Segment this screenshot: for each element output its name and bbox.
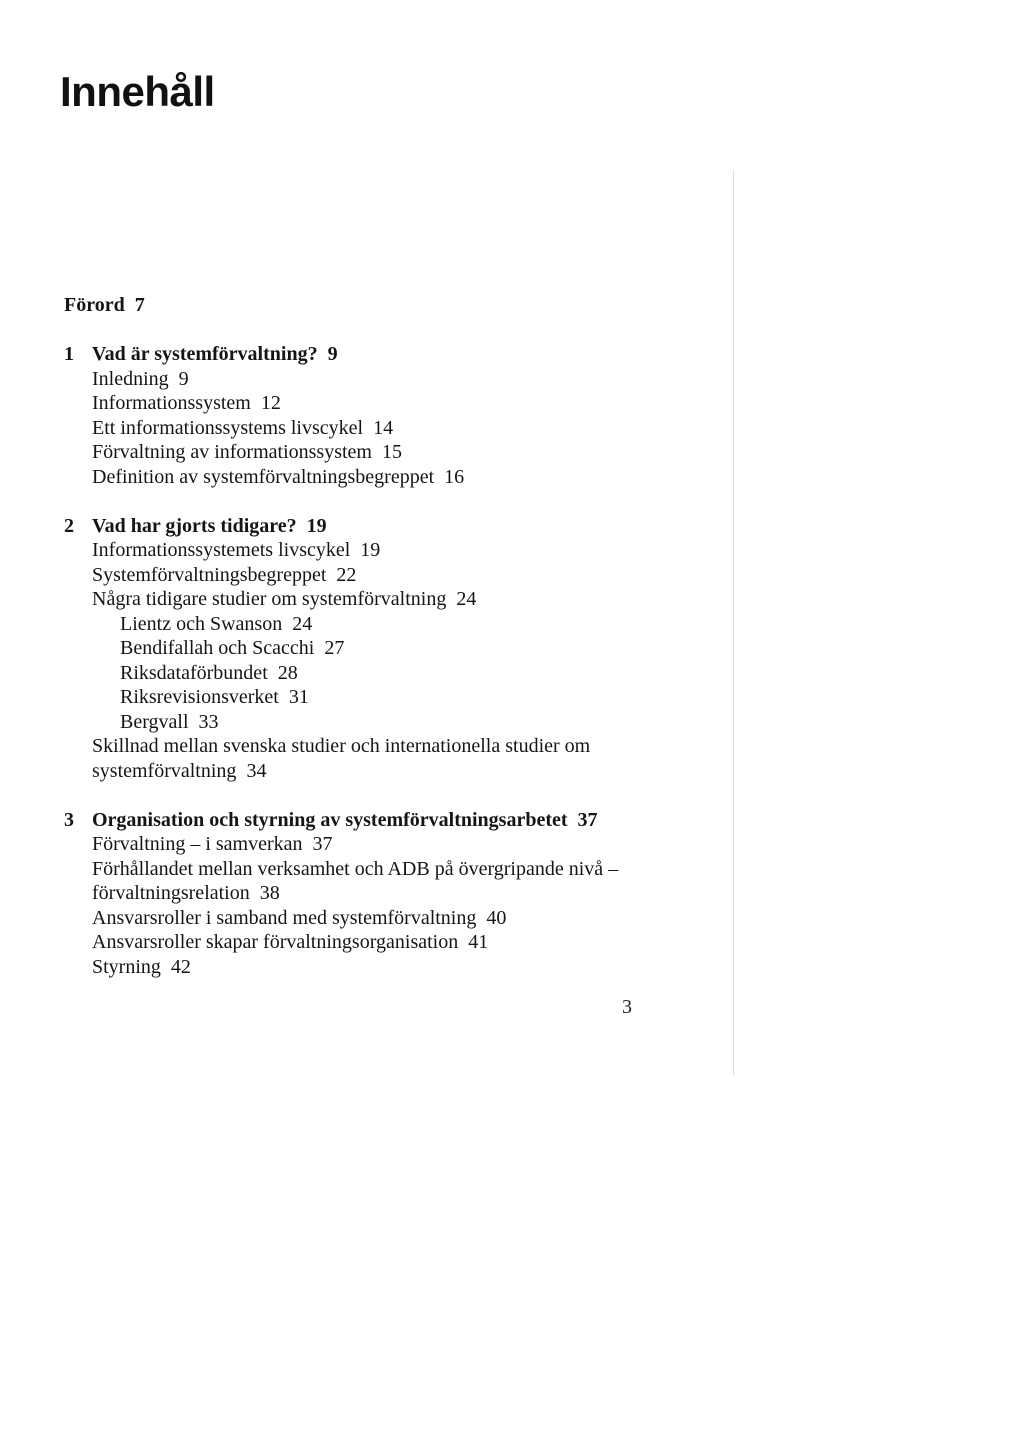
toc-section bbox=[64, 857, 670, 906]
section-page: 14 bbox=[373, 416, 394, 439]
section-page: 37 bbox=[312, 833, 333, 855]
chapter-number: 1 bbox=[64, 343, 74, 365]
toc-section bbox=[64, 391, 704, 416]
chapter-page: 19 bbox=[306, 514, 327, 537]
toc-section bbox=[64, 538, 704, 563]
chapter-number: 3 bbox=[64, 808, 74, 831]
section-page: 15 bbox=[381, 441, 402, 463]
subsection-page: 31 bbox=[288, 686, 309, 708]
section-title: Ansvarsroller i samband med systemförvaltning bbox=[92, 906, 477, 929]
toc-entry-title: Förord bbox=[64, 294, 125, 316]
toc-chapter-2 bbox=[64, 514, 704, 539]
chapter-page: 9 bbox=[327, 343, 338, 365]
section-page: 38 bbox=[259, 882, 280, 904]
section-page: 24 bbox=[456, 588, 477, 610]
section-title: Systemförvaltningsbegreppet bbox=[92, 563, 327, 586]
toc-subsection bbox=[64, 685, 704, 710]
toc-chapter-1 bbox=[64, 342, 704, 367]
subsection-page: 27 bbox=[324, 637, 345, 659]
section-title: Inledning bbox=[92, 367, 169, 390]
toc-chapter-3 bbox=[64, 808, 704, 833]
toc-section bbox=[64, 955, 704, 980]
toc-entry-forord bbox=[64, 293, 704, 318]
section-title: Styrning bbox=[92, 955, 161, 978]
section-title: Förvaltning av informationssystem bbox=[92, 441, 372, 463]
section-page: 41 bbox=[468, 931, 489, 953]
page-title: Innehåll bbox=[60, 68, 215, 115]
section-title: Definition av systemförvaltningsbegreppet bbox=[92, 465, 435, 488]
subsection-page: 28 bbox=[277, 661, 298, 684]
chapter-title: Vad har gjorts tidigare? bbox=[92, 514, 297, 537]
toc-subsection bbox=[64, 636, 704, 661]
subsection-title: Bendifallah och Scacchi bbox=[120, 637, 315, 659]
table-of-contents bbox=[64, 293, 704, 979]
section-page: 42 bbox=[170, 955, 191, 978]
toc-section bbox=[64, 906, 704, 931]
subsection-page: 24 bbox=[292, 612, 313, 635]
section-page: 16 bbox=[444, 465, 465, 488]
section-title: Förvaltning – i samverkan bbox=[92, 833, 303, 855]
chapter-number: 2 bbox=[64, 514, 74, 537]
section-title: Informationssystem bbox=[92, 392, 251, 414]
margin-rule bbox=[733, 170, 734, 1075]
subsection-title: Riksrevisionsverket bbox=[120, 686, 279, 708]
section-page: 19 bbox=[360, 539, 381, 561]
section-title: Informationssystemets livscykel bbox=[92, 539, 351, 561]
toc-section bbox=[64, 930, 704, 955]
toc-subsection bbox=[64, 661, 704, 686]
toc-section bbox=[64, 440, 704, 465]
toc-section bbox=[64, 832, 704, 857]
toc-section bbox=[64, 734, 632, 783]
toc-section bbox=[64, 465, 704, 490]
section-page: 34 bbox=[246, 759, 267, 782]
toc-entry-page: 7 bbox=[134, 294, 145, 316]
chapter-title: Vad är systemförvaltning? bbox=[92, 343, 318, 365]
toc-section bbox=[64, 587, 704, 612]
subsection-page: 33 bbox=[198, 710, 219, 733]
section-page: 40 bbox=[486, 906, 507, 929]
toc-section bbox=[64, 563, 704, 588]
subsection-title: Bergvall bbox=[120, 710, 189, 733]
section-page: 12 bbox=[260, 392, 281, 414]
section-title: Skillnad mellan svenska studier och internationella studier om systemförvaltning bbox=[92, 735, 591, 782]
toc-section bbox=[64, 416, 704, 441]
toc-subsection bbox=[64, 612, 704, 637]
section-page: 9 bbox=[178, 367, 189, 390]
section-page: 22 bbox=[336, 563, 357, 586]
section-title: Förhållandet mellan verksamhet och ADB på övergripande nivå – förvaltningsrelation bbox=[92, 857, 619, 904]
toc-subsection bbox=[64, 710, 704, 735]
toc-section bbox=[64, 367, 704, 392]
section-title: Ansvarsroller skapar förvaltningsorganisation bbox=[92, 931, 459, 953]
chapter-title: Organisation och styrning av systemförvaltningsarbetet bbox=[92, 808, 568, 831]
section-title: Några tidigare studier om systemförvaltning bbox=[92, 588, 447, 610]
subsection-title: Lientz och Swanson bbox=[120, 612, 283, 635]
page-number: 3 bbox=[622, 996, 632, 1018]
subsection-title: Riksdataförbundet bbox=[120, 661, 268, 684]
chapter-page: 37 bbox=[577, 808, 598, 831]
section-title: Ett informationssystems livscykel bbox=[92, 416, 364, 439]
